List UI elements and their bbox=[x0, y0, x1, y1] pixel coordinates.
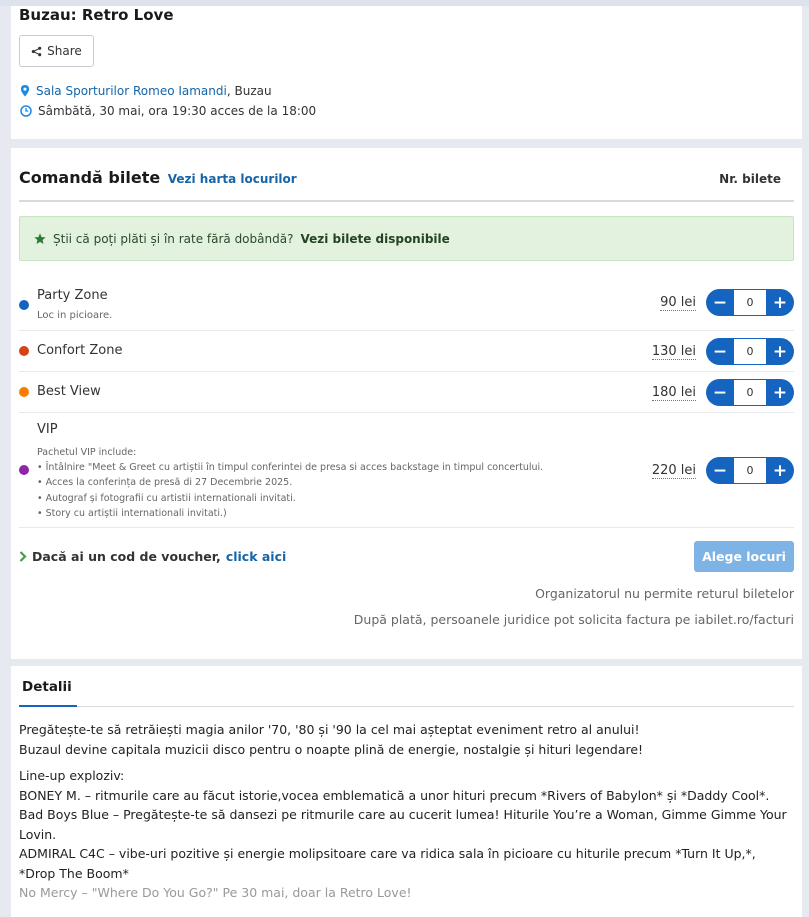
chevron-right-icon bbox=[19, 551, 27, 562]
vip-description bbox=[37, 445, 543, 521]
share-label: Share bbox=[47, 44, 82, 58]
ticket-tier-best-view bbox=[19, 372, 794, 413]
datetime-line bbox=[20, 104, 316, 118]
tier-color-dot bbox=[19, 300, 29, 310]
tier-price: 130 lei bbox=[651, 344, 696, 359]
ticket-tier-confort-zone bbox=[19, 331, 794, 372]
tier-price: 90 lei bbox=[660, 295, 696, 310]
location-pin-icon bbox=[20, 85, 30, 97]
event-title: Buzau: Retro Love bbox=[19, 6, 174, 24]
star-icon bbox=[34, 233, 46, 245]
decrease-button[interactable]: − bbox=[706, 379, 734, 406]
venue-link[interactable]: Sala Sporturilor Romeo Iamandi bbox=[36, 84, 227, 98]
increase-button[interactable]: + bbox=[766, 457, 794, 484]
venue-line bbox=[20, 84, 272, 98]
promo-text: Știi că poți plăti și în rate fără dobândă? bbox=[53, 231, 294, 246]
increase-button[interactable]: + bbox=[766, 338, 794, 365]
tier-name: Best View bbox=[37, 384, 101, 399]
quantity-value[interactable]: 0 bbox=[734, 338, 766, 365]
vip-desc-line: • Autograf și fotografii cu artistii internationali invitati. bbox=[37, 492, 296, 504]
tier-name: Party Zone bbox=[37, 288, 108, 303]
details-card bbox=[11, 666, 802, 917]
tab-divider bbox=[19, 706, 794, 707]
ticket-tier-vip bbox=[19, 413, 794, 528]
quantity-stepper bbox=[706, 379, 794, 406]
voucher-row bbox=[19, 549, 286, 564]
quantity-value[interactable]: 0 bbox=[734, 379, 766, 406]
tier-color-dot bbox=[19, 387, 29, 397]
divider bbox=[19, 200, 794, 202]
voucher-link[interactable]: click aici bbox=[225, 549, 287, 564]
decrease-button[interactable]: − bbox=[706, 338, 734, 365]
description-line: Line-up exploziv: bbox=[19, 768, 125, 783]
tier-name: Confort Zone bbox=[37, 343, 123, 358]
description-line: No Mercy – "Where Do You Go?" Pe 30 mai, doar la Retro Love! bbox=[19, 885, 412, 900]
voucher-text: Dacă ai un cod de voucher, bbox=[32, 549, 221, 564]
tier-price: 220 lei bbox=[651, 463, 696, 478]
order-heading-row bbox=[19, 168, 297, 187]
tier-color-dot bbox=[19, 465, 29, 475]
clock-icon bbox=[20, 105, 32, 117]
active-tab-indicator bbox=[19, 705, 77, 707]
tier-color-dot bbox=[19, 346, 29, 356]
promo-link[interactable]: Vezi bilete disponibile bbox=[300, 231, 450, 246]
ticket-count-heading: Nr. bilete bbox=[719, 172, 781, 186]
seat-map-link[interactable]: Vezi harta locurilor bbox=[167, 172, 297, 186]
quantity-stepper bbox=[706, 457, 794, 484]
event-datetime: Sâmbătă, 30 mai, ora 19:30 acces de la 18:00 bbox=[38, 104, 317, 118]
quantity-stepper bbox=[706, 289, 794, 316]
description-line: Buzaul devine capitala muzicii disco pentru o noapte plină de energie, nostalgie și hituri legendare! bbox=[19, 741, 644, 757]
order-heading: Comandă bilete bbox=[19, 168, 161, 187]
description-line: Bad Boys Blue – Pregătește-te să dansezi pe ritmurile care au cucerit lumea! Hiturile You’re a Woman, Gimme Gimme Your Lovin. bbox=[19, 807, 787, 842]
description-line: Pregătește-te să retrăiești magia anilor '70, '80 și '90 la cel mai așteptat eveniment retro al anului! bbox=[19, 722, 640, 737]
vip-desc-line: Pachetul VIP include: bbox=[37, 447, 137, 458]
installments-banner bbox=[19, 216, 794, 261]
choose-seats-button[interactable]: Alege locuri bbox=[694, 541, 794, 572]
increase-button[interactable]: + bbox=[766, 289, 794, 316]
tab-details[interactable]: Detalii bbox=[22, 679, 72, 695]
invoice-note: După plată, persoanele juridice pot solicita factura pe iabilet.ro/facturi bbox=[353, 612, 794, 627]
venue-city: , Buzau bbox=[226, 84, 272, 98]
tier-name: VIP bbox=[37, 422, 58, 437]
quantity-stepper bbox=[706, 338, 794, 365]
description-line: BONEY M. – ritmurile care au făcut istorie,vocea emblematică a unor hituri precum *Rivers of Babylon* și *Daddy Cool*. bbox=[19, 787, 770, 803]
share-button[interactable] bbox=[19, 35, 94, 67]
quantity-value[interactable]: 0 bbox=[734, 457, 766, 484]
quantity-value[interactable]: 0 bbox=[734, 289, 766, 316]
ticket-tier-party-zone bbox=[19, 278, 794, 331]
increase-button[interactable]: + bbox=[766, 379, 794, 406]
returns-note: Organizatorul nu permite returul biletelor bbox=[535, 586, 794, 601]
event-info-card bbox=[11, 6, 802, 139]
event-description bbox=[19, 720, 794, 903]
vip-desc-line: • Story cu artiștii internationali invitati.) bbox=[37, 507, 227, 519]
decrease-button[interactable]: − bbox=[706, 289, 734, 316]
share-icon bbox=[31, 46, 42, 57]
tier-subtitle: Loc in picioare. bbox=[37, 310, 113, 321]
tier-price: 180 lei bbox=[651, 385, 696, 400]
vip-desc-line: • Întâlnire "Meet & Greet cu artiștii în timpul conferintei de presa si acces backstage in timpul concertului. bbox=[37, 462, 544, 474]
decrease-button[interactable]: − bbox=[706, 457, 734, 484]
vip-desc-line: • Acces la conferința de presă di 27 Decembrie 2025. bbox=[37, 477, 293, 489]
description-line: ADMIRAL C4C – vibe-uri pozitive și energie molipsitoare care va ridica sala în picioare cu hiturile precum *Turn It Up,*, *Drop The Boom* bbox=[19, 846, 756, 881]
order-card bbox=[11, 148, 802, 659]
